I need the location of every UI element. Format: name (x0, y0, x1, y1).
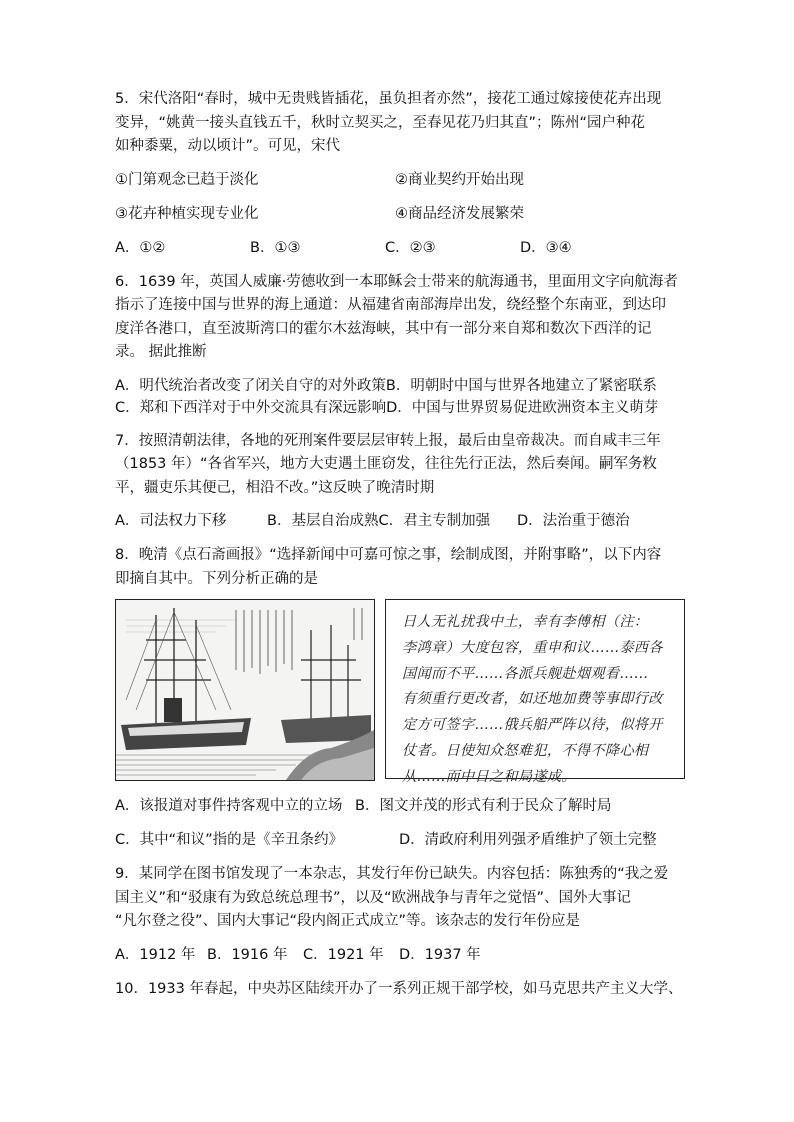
question-5-options (115, 237, 685, 260)
excerpt-line: 从……而中日之和局遂成。 (402, 768, 576, 785)
option-b[interactable]: B．1916 年 (207, 946, 288, 963)
question-10 (115, 978, 685, 1002)
option-d[interactable]: D．③④ (520, 239, 572, 256)
option-c[interactable]: C．1921 年 (303, 946, 384, 963)
option-c[interactable]: C．其中“和议”指的是《辛丑条约》 (115, 832, 344, 848)
excerpt-line: 仗者。日使知众怒难犯，不得不降心相 (402, 742, 649, 759)
question-5-item: ①门第观念已趋于淡化 (115, 171, 259, 188)
option-a[interactable]: A．司法权力下移 (115, 513, 227, 529)
option-a[interactable]: A．1912 年 (115, 946, 196, 963)
question-6-stem-line: 6．1639 年，英国人威廉·劳德收到一本耶稣会士带来的航海通书，里面用文字向航海者 (115, 273, 678, 290)
question-8-options-row2 (115, 829, 685, 852)
question-8 (115, 544, 685, 852)
question-5-item: ③花卉种植实现专业化 (115, 205, 259, 222)
question-5-item: ④商品经济发展繁荣 (395, 205, 524, 222)
question-8-options-row1 (115, 795, 685, 818)
question-10-stem-line: 10．1933 年春起，中央苏区陆续开办了一系列正规干部学校，如马克思共产主义大学、 (115, 980, 683, 997)
option-c[interactable]: C．②③ (385, 239, 436, 256)
question-7-stem-line: （1853 年）“各省军兴，地方大吏遇土匪窃发，往往先行正法，然后奏闻。嗣军务敉 (115, 456, 658, 472)
question-9-stem-line: “凡尔登之役”、国内大事记“段内阁正式成立”等。该杂志的发行年份应是 (115, 913, 581, 929)
question-5-items-row (115, 203, 685, 226)
excerpt-line: 国闻而不平……各派兵舰赴烟观看…… (402, 665, 649, 682)
option-d[interactable]: D．清政府利用列强矛盾维护了领土完整 (399, 832, 657, 848)
question-8-figures (115, 599, 685, 785)
option-b-c[interactable]: B．基层自治成熟C．君主专制加强 (267, 513, 491, 529)
option-a[interactable]: A．①② (115, 239, 166, 256)
option-a-b[interactable]: A．明代统治者改变了闭关自守的对外政策B．明朝时中国与世界各地建立了紧密联系 (115, 377, 657, 394)
question-5-stem-line: 5．宋代洛阳“春时，城中无贵贱皆插花，虽负担者亦然”，接花工通过嫁接使花卉出现 (115, 91, 662, 107)
option-d[interactable]: D．1937 年 (399, 946, 481, 963)
question-9-stem-line: 国主义”和“驳康有为致总统总理书”，以及“欧洲战争与青年之觉悟”、国外大事记 (115, 889, 632, 906)
option-b[interactable]: B．①③ (250, 239, 301, 256)
question-9 (115, 863, 685, 967)
excerpt-line: 日人无礼扰我中土，幸有李傅相（注： (402, 614, 649, 630)
question-6 (115, 271, 685, 419)
question-8-stem-line: 8．晚清《点石斋画报》“选择新闻中可嘉可惊之事，绘制成图，并附事略”，以下内容 (115, 547, 662, 563)
question-6-stem-line: 录。 据此推断 (115, 344, 207, 360)
exam-page (115, 88, 685, 1001)
option-d[interactable]: D．法治重于德治 (517, 513, 630, 529)
question-8-stem-line: 即摘自其中。下列分析正确的是 (115, 570, 318, 587)
question-5-item: ②商业契约开始出现 (395, 171, 524, 188)
question-7-stem-line: 7．按照清朝法律，各地的死刑案件要层层审转上报，最后由皇帝裁决。而自咸丰三年 (115, 432, 661, 449)
question-6-stem-line: 度洋各港口，直至波斯湾口的霍尔木兹海峡，其中有一部分来自郑和数次下西洋的记 (115, 320, 652, 337)
question-9-options (115, 944, 685, 967)
question-5-stem-line: 如种黍粟，动以顷计”。可见，宋代 (115, 138, 341, 154)
option-b[interactable]: B．图文并茂的形式有利于民众了解时局 (355, 798, 612, 814)
question-7-stem-line: 平，疆吏乐其便己，相沿不改。”这反映了晚清时期 (115, 479, 435, 496)
option-c-d[interactable]: C．郑和下西洋对于中外交流具有深远影响D．中国与世界贸易促进欧洲资本主义萌芽 (115, 399, 659, 416)
question-6-stem-line: 指示了连接中国与世界的海上通道：从福建省南部海岸出发，绕经整个东南亚，到达印 (115, 297, 666, 313)
harbor-engraving-image (115, 599, 375, 781)
question-5 (115, 88, 685, 260)
option-a[interactable]: A．该报道对事件持客观中立的立场 (115, 798, 343, 814)
question-5-items-row (115, 169, 685, 192)
excerpt-line: 有须重行更改者，如还地加费等事即行改 (402, 691, 663, 708)
excerpt-line: 定方可签字……俄兵船严阵以待，似将开 (402, 717, 663, 734)
excerpt-line: 李鸿章）大度包容，重申和议……泰西各 (402, 639, 663, 656)
question-7-options (115, 510, 685, 533)
question-9-stem-line: 9．某同学在图书馆发现了一本杂志，其发行年份已缺失。内容包括：陈独秀的“我之爱 (115, 866, 669, 882)
question-7 (115, 430, 685, 534)
question-5-stem-line: 变异，“姚黄一接头直钱五千，秋时立契买之，至春见花乃归其直”；陈州“园户种花 (115, 114, 646, 131)
news-excerpt-box (385, 599, 685, 785)
